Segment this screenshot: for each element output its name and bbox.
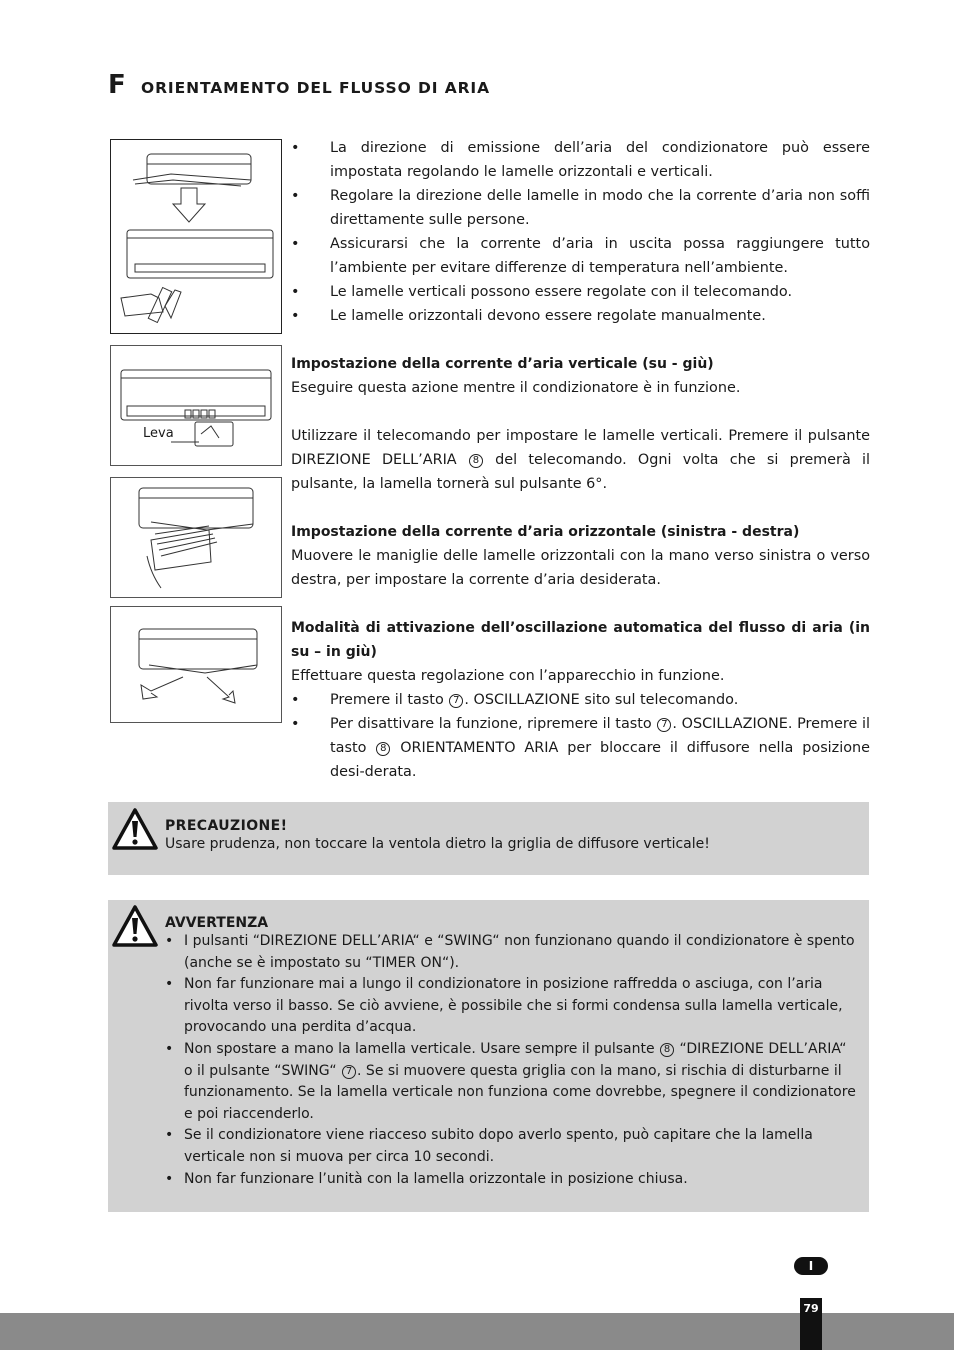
vertical-flow-text-2: Utilizzare il telecomando per impostare le lamelle verticali. Premere il pulsante DIREZIONE DELL’ARIA 8 del telecomando. Ogni volta che si premerà il pulsante, la lamella tornerà sul pulsante 6°.	[291, 428, 871, 492]
warning-triangle-icon	[112, 904, 158, 948]
list-item: • Premere il tasto 7 . OSCILLAZIONE sito sul telecomando.	[291, 688, 870, 712]
language-badge: I	[794, 1257, 828, 1275]
warning-triangle-icon	[112, 807, 158, 851]
swing-illustration	[111, 607, 281, 722]
lever-label: Leva	[143, 426, 174, 441]
figure-lever	[110, 345, 282, 466]
horizontal-flow-text: Muovere le maniglie delle lamelle orizzontali con la mano verso sinistra o verso destra, per impostare la corrente d’aria desiderata.	[291, 548, 870, 588]
warning-title: AVVERTENZA	[165, 915, 269, 931]
caution-text: Usare prudenza, non toccare la ventola dietro la griglia de diffusore verticale!	[165, 836, 710, 852]
vertical-flow-text-1: Eseguire questa azione mentre il condizionatore è in funzione.	[291, 380, 741, 396]
list-item: • Assicurarsi che la corrente d’aria in uscita possa raggiungere tutto l’ambiente per evitare differenze di temperatura nell’ambiente.	[291, 232, 870, 280]
list-item: • Le lamelle orizzontali devono essere regolate manualmente.	[291, 304, 870, 328]
list-item: • Non spostare a mano la lamella verticale. Usare sempre il pulsante 8 “DIREZIONE DELL’ARIA“ o il pulsante “SWING“ 7 . Se si muovere questa griglia con la mano, si rischia di disturbarne il funzionamento. Se la lamella verticale non funziona come dovrebbe, spegnere il condizionatore e poi riaccenderlo.	[165, 1039, 859, 1125]
list-item: • Regolare la direzione delle lamelle in modo che la corrente d’aria non soffi direttamente sulle persone.	[291, 184, 870, 232]
list-item: • Non far funzionare mai a lungo il condizionatore in posizione raffredda o asciuga, con l’aria rivolta verso il basso. Se ciò avviene, è possibile che si formi condensa sulla lamella verticale, provocando una perdita d’acqua.	[165, 974, 859, 1039]
warning-box	[108, 900, 869, 1212]
swing-text: Effettuare questa regolazione con l’apparecchio in funzione.	[291, 668, 725, 684]
number-circle: 7	[657, 718, 671, 732]
instructions-column	[291, 136, 870, 784]
section-letter: F	[108, 70, 126, 100]
swing-bullet-list	[291, 688, 870, 784]
page-number: 79	[800, 1298, 822, 1350]
list-item: • I pulsanti “DIREZIONE DELL’ARIA“ e “SWING“ non funzionano quando il condizionatore è spento (anche se è impostato su “TIMER ON“).	[165, 931, 859, 974]
list-item: • Se il condizionatore viene riacceso subito dopo averlo spento, può capitare che la lamella verticale non si muova per circa 10 secondi.	[165, 1125, 859, 1168]
horizontal-louver-illustration	[111, 478, 281, 597]
list-item: • Le lamelle verticali possono essere regolate con il telecomando.	[291, 280, 870, 304]
caution-box	[108, 802, 869, 875]
number-circle: 8	[660, 1043, 674, 1057]
ac-remote-illustration	[111, 140, 281, 333]
list-item: • Per disattivare la funzione, ripremere il tasto 7 . OSCILLAZIONE. Premere il tasto 8 ORIENTAMENTO ARIA per bloccare il diffusore nella posizione desi-derata.	[291, 712, 870, 784]
list-item: • La direzione di emissione dell’aria del condizionatore può essere impostata regolando le lamelle orizzontali e verticali.	[291, 136, 870, 184]
number-circle: 7	[449, 694, 463, 708]
lever-illustration	[111, 346, 281, 465]
list-item: • Non far funzionare l’unità con la lamella orizzontale in posizione chiusa.	[165, 1169, 859, 1191]
page-title: ORIENTAMENTO DEL FLUSSO DI ARIA	[141, 79, 490, 97]
intro-bullet-list	[291, 136, 870, 328]
vertical-flow-title: Impostazione della corrente d’aria verticale (su - giù)	[291, 356, 714, 372]
number-circle: 7	[342, 1065, 356, 1079]
figure-ac-remote	[110, 139, 282, 334]
horizontal-flow-title: Impostazione della corrente d’aria orizzontale (sinistra - destra)	[291, 524, 800, 540]
swing-title: Modalità di attivazione dell’oscillazione automatica del flusso di aria (in su – in giù)	[291, 620, 870, 660]
caution-title: PRECAUZIONE!	[165, 818, 288, 834]
number-circle: 8	[469, 454, 483, 468]
figure-swing	[110, 606, 282, 723]
number-circle: 8	[376, 742, 390, 756]
figure-horizontal-louvers	[110, 477, 282, 598]
warning-list	[165, 931, 859, 1190]
